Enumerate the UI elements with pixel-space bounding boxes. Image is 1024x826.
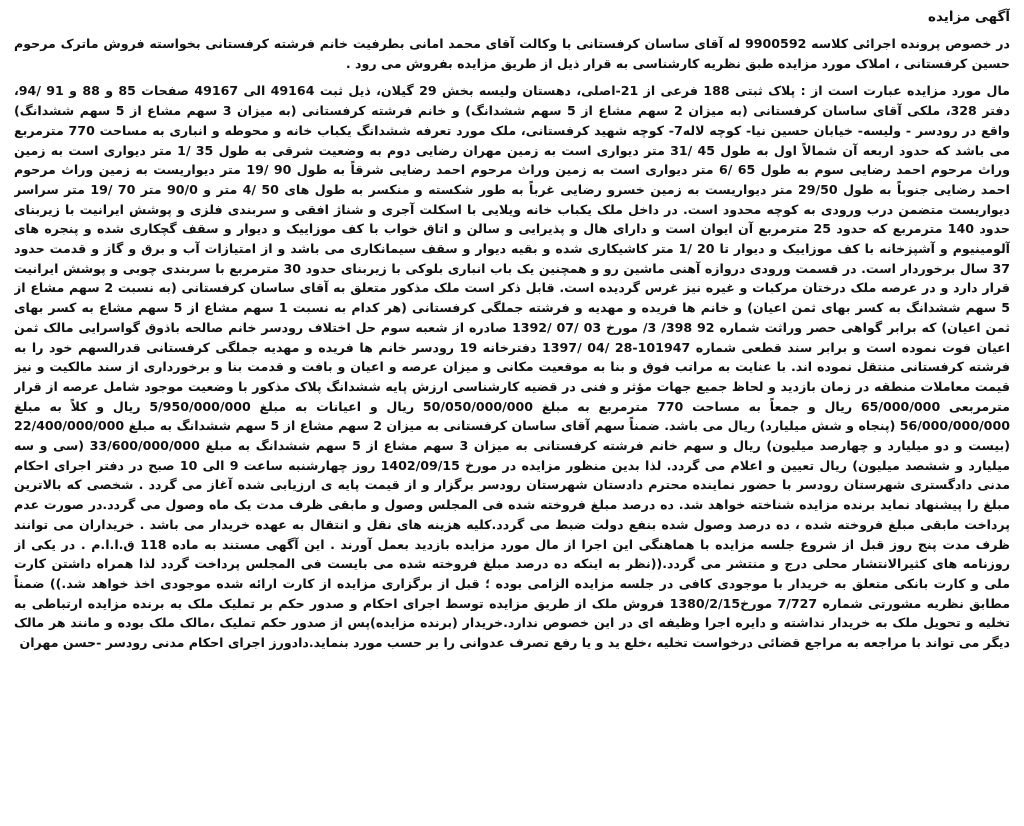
notice-document <box>14 6 1010 820</box>
intro-paragraph: در خصوص پرونده اجرائی کلاسه 9900592 له آقای ساسان کرفستانی با وکالت آقای محمد امانی بطرفیت خانم فرشته کرفستانی بخواسته فروش ماترک مرحوم حسین کرفستانی ، املاک مورد مزایده طبق نظریه کارشناسی به قرار ذیل از طریق مزایده بفروش می رود . <box>14 36 1010 71</box>
property-description-paragraph: مال مورد مزایده عبارت است از : پلاک ثبتی 188 فرعی از 21-اصلی، دهستان ولیسه بخش 29 گیلان، ذیل ثبت 49164 الی 49167 صفحات 85 و 88 و 91 /94، دفتر 328، ملکی آقای ساسان کرفستانی (به میزان 2 سهم مشاع از 5 سهم ششدانگ) و خانم فرشته کرفستانی (به میزان 3 سهم مشاع از 5 سهم ششدانگ) واقع در رودسر - ولیسه- خیابان حسین نیا- کوچه لاله7- کوچه شهید کرفستانی، ملک مورد تعرفه ششدانگ یکباب خانه و محوطه و انباری به مساحت 770 مترمربع می باشد که حدود اربعه آن شمالاً اول به طول 45 /31 متر دیواری است به زمین مهران رضایی دوم به وضعیت شرقی به طول 35 /1 متر دیواری است به زمین وراث مرحوم احمد رضایی سوم به طول 65 /6 متر دیواری است به زمین وراث مرحوم احمد رضایی شرقاً به طول 90 /19 متر دیواریست به زمین وراث مرحوم احمد رضایی جنوباً به طول 29/50 متر دیواریست به زمین خسرو رضایی غرباً به طور شکسته و منکسر به طول های 50 /4 متر و 90/0 متر 70 /19 متر سراسر دیواریست متضمن درب ورودی به کوچه محدود است. در داخل ملک یکباب خانه ویلایی با اسکلت آجری و شناژ افقی و سربندی فلزی و پوشش ایرانیت با زیربنای حدود 140 مترمربع که حدود 25 مترمربع آن ایوان است و دارای هال و پذیرایی و سالن و اتاق خواب با کف موزاییک و دیوار و سقف گچکاری شده و پنجره های آلومینیوم و آشپزخانه با کف موزاییک و دیوار تا 20 /1 متر کاشیکاری شده و بقیه دیوار و سقف سیمانکاری می باشد و از امتیازات آب و برق و گاز و قدمت حدود 37 سال برخوردار است. در قسمت ورودی دروازه آهنی ماشین رو و همچنین یک باب انباری بلوکی با زیربنای حدود 30 مترمربع با سربندی چوبی و پوشش ایرانیت قرار دارد و در عرصه ملک درختان مرکبات و غیره نیز غرس گردیده است. قابل ذکر است ملک مذکور متعلق به آقای ساسان کرفستانی (به نسبت 2 سهم مشاع از 5 سهم ششدانگ به کسر بهای ثمن اعیان) و خانم ها فریده و مهدیه و فرشته جملگی کرفستانی (هر کدام به نسبت 1 سهم مشاع از 5 سهم مشاع به کسر بهای ثمن اعیان) که برابر گواهی حصر وراثت شماره 92 398/ 3/ مورخ 03 /07 /1392 صادره از شعبه سوم حل اختلاف رودسر خانم صالحه باذوق گواسرایی مالک ثمن اعیان فوت نموده است و برابر سند قطعی شماره 101947-28 /04 /1397 دفترخانه 19 رودسر خانم ها فریده و مهدیه جملگی کرفستانی قدرالسهم خود را به فرشته کرفستانی منتقل نموده اند. با عنایت به مراتب فوق و بنا به موقعیت مکانی و میزان عرصه و اعیان و بافت و قدمت بنا و برخورداری از سند مالکیت و نیز قیمت معاملات منطقه در زمان بازدید و لحاظ جمیع جهات مؤثر و فنی در قضیه کارشناسی ارزش پایه ششدانگ پلاک مذکور با وضعیت موجود شامل عرصه از قرار مترمربعی 65/000/000 ریال و جمعاً به مساحت 770 مترمربع به مبلغ 50/050/000/000 ریال و اعیانات به مبلغ 5/950/000/000 ریال و کلاً به مبلغ 56/000/000/000 (پنجاه و شش میلیارد) ریال می باشد. ضمناً سهم آقای ساسان کرفستانی به میزان 2 سهم مشاع از 5 سهم ششدانگ به مبلغ 22/400/000/000 (بیست و دو میلیارد و چهارصد میلیون) ریال و سهم خانم فرشته کرفستانی به میزان 3 سهم مشاع از 5 سهم ششدانگ به مبلغ 33/600/000/000 (سی و سه میلیارد و ششصد میلیون) ریال تعیین و اعلام می گردد. لذا بدین منظور مزایده در مورخ 1402/09/15 روز چهارشنبه ساعت 9 الی 10 صبح در دفتر اجرای احکام مدنی دادگستری شهرستان رودسر با حضور نماینده محترم دادستان شهرستان رودسر برگزار و از قیمت پایه ی ارزیابی شده آغاز می گردد . شخصی که بالاترین مبلغ را پیشنهاد نماید برنده مزایده شناخته خواهد شد. ده درصد مبلغ فروخته شده فی المجلس وصول و مابقی ظرف مدت یک ماه وصول می گردد.در صورت عدم پرداخت مابقی مبلغ فروخته شده ، ده درصد وصول شده بنفع دولت ضبط می گردد.کلیه هزینه های نقل و انتقال به عهده خریدار می باشد . خریداران می توانند ظرف مدت پنج روز قبل از شروع جلسه مزایده با هماهنگی این اجرا از مال مورد مزایده بازدید بعمل آورند . این آگهی مستند به ماده 118 ق.ا.ا.م . در یکی از روزنامه های کثیرالانتشار محلی درج و منتشر می گردد.((نظر به اینکه ده درصد مبلغ فروخته شده می بایست فی المجلس پرداخت گردد لذا همراه داشتن کارت ملی و کارت بانکی متعلق به خریدار با موجودی کافی در جلسه مزایده الزامی بوده ؛ قبل از برگزاری مزایده از کارت ارائه شده موجودی اخذ خواهد شد.)) ضمناً مطابق نظریه مشورتی شماره 7/727 مورخ1380/2/15 فروش ملک از طریق مزایده توسط اجرای احکام و صدور حکم بر تملیک ملک به برنده مزایده ارتباطی به تخلیه و تحویل ملک به خریدار نداشته و دایره اجرا وظیفه ای در این خصوص ندارد.خریدار (برنده مزایده)پس از صدور حکم تملیک ،مالک ملک بوده و مانند هر مالک دیگر می تواند با مراجعه به مراجع قضائی درخواست تخلیه ،خلع ید و یا رفع تصرف عدوانی را بر حسب مورد بنماید.دادورز اجرای احکام مدنی رودسر -حسن مهران <box>14 83 1010 651</box>
notice-title: آگهی مزایده <box>928 9 1010 25</box>
